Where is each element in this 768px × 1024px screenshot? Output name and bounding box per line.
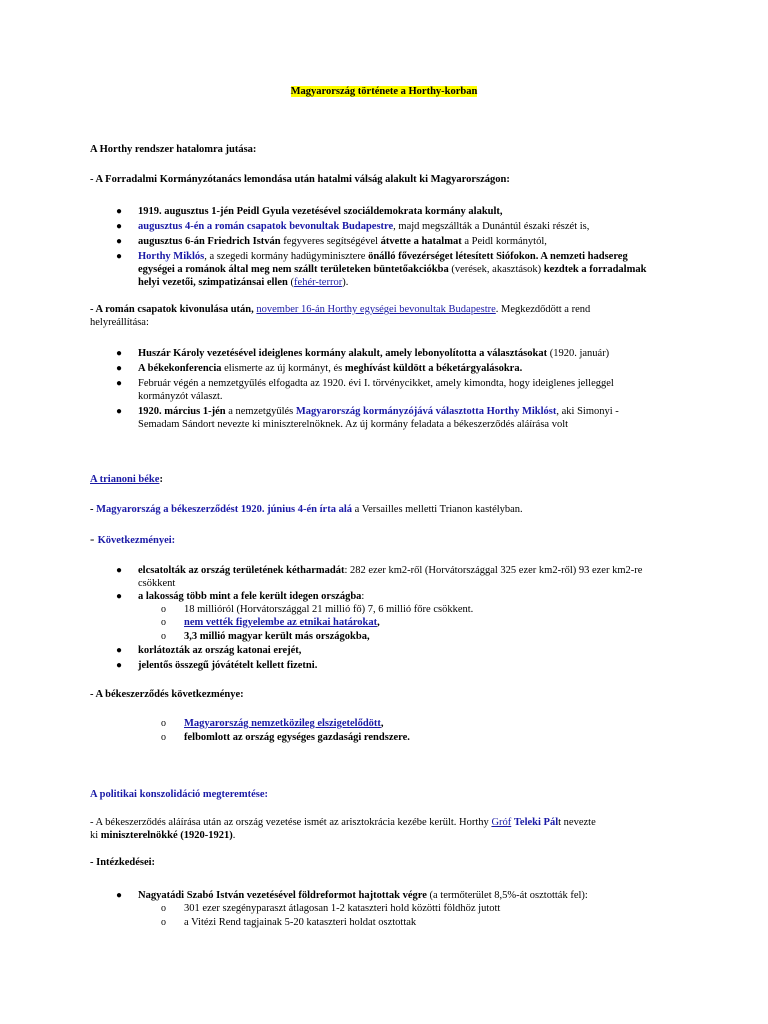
list-item: augusztus 4-én a román csapatok bevonultak Budapestre, majd megszállták a Dunántúl északi részét is, xyxy=(138,221,590,232)
november-16-link[interactable]: november 16-án Horthy egységei bevonultak Budapestre xyxy=(256,304,496,315)
bullet-icon: ● xyxy=(116,890,123,901)
sub-list-item: Magyarország nemzetközileg elszigetelődött, xyxy=(184,718,384,729)
list-item: Nagyatádi Szabó István vezetésével földreformot hajtottak végre (a termőterület 8,5%-át osztották fel): xyxy=(138,890,588,901)
list-item: Horthy Miklós, a szegedi kormány hadügyminisztere önálló fővezérséget létesített Siófokon. A nemzeti hadsereg xyxy=(138,251,628,262)
treaty-consequence-heading: - A békeszerződés következménye: xyxy=(90,689,244,700)
section-heading-trianon: A trianoni béke: xyxy=(90,474,163,485)
governor-election-link[interactable]: Magyarország kormányzójává választotta Horthy Miklóst xyxy=(295,406,557,417)
consolidation-line1: - A békeszerződés aláírása után az ország vezetése ismét az arisztokrácia kezébe került. Horthy Gróf Teleki Pált nevezte xyxy=(90,817,596,828)
circle-bullet-icon: o xyxy=(161,617,166,628)
trianon-signing: - Magyarország a békeszerződést 1920. június 4-én írta alá a Versailles melletti Trianon kastélyban. xyxy=(90,504,523,515)
list-item: jelentős összegű jóvátételt kellett fizetni. xyxy=(138,660,318,671)
list-item-continuation: egységei a románok által meg nem szállt területeken büntetőakciókba (verések, akasztások) kezdtek a forradalmak xyxy=(138,264,647,275)
sub-list-item: 18 millióról (Horvátországgal 21 millió fő) 7, 6 millió főre csökkent. xyxy=(184,604,474,615)
list-item: korlátozták az ország katonai erejét, xyxy=(138,645,302,656)
list-item-continuation: kormányzót választ. xyxy=(138,391,223,402)
list-item: a lakosság több mint a fele került idegen országba: xyxy=(138,591,365,602)
list-item: Huszár Károly vezetésével ideiglenes kormány alakult, amely lebonyolította a választásokat (1920. január) xyxy=(138,348,610,359)
grof-link[interactable]: Gróf xyxy=(491,817,512,828)
list-item: A békekonferencia elismerte az új kormányt, és meghívást küldött a béketárgyalásokra. xyxy=(138,363,523,374)
horthy-miklos-link[interactable]: Horthy Miklós xyxy=(138,251,205,262)
bullet-icon: ● xyxy=(116,645,123,656)
section-heading-consolidation: A politikai konszolidáció megteremtése: xyxy=(90,789,268,800)
list-item: Február végén a nemzetgyűlés elfogadta az 1920. évi I. törvénycikket, amely kimondta, hogy ideiglenes jelleggel xyxy=(138,378,614,389)
circle-bullet-icon: o xyxy=(161,732,166,743)
feher-terror-link[interactable]: fehér-terror xyxy=(294,277,343,288)
section1-intro: - A Forradalmi Kormányzótanács lemondása után hatalmi válság alakult ki Magyarországon: xyxy=(90,174,510,185)
section-heading-horthy-rise: A Horthy rendszer hatalomra jutása: xyxy=(90,144,257,155)
sub-list-item: nem vették figyelembe az etnikai határokat, xyxy=(184,617,380,628)
bullet-icon: ● xyxy=(116,363,123,374)
section2-line1: - A román csapatok kivonulása után, november 16-án Horthy egységei bevonultak Budapestre. Megkezdődött a rend xyxy=(90,304,591,315)
bullet-icon: ● xyxy=(116,565,123,576)
sub-list-item: 3,3 millió magyar került más országokba, xyxy=(184,631,370,642)
circle-bullet-icon: o xyxy=(161,631,166,642)
list-item: augusztus 6-án Friedrich István fegyveres segítségével átvette a hatalmat a Peidl kormánytól, xyxy=(138,236,547,247)
bullet-icon: ● xyxy=(116,406,123,417)
ethnic-borders-link[interactable]: nem vették figyelembe az etnikai határokat xyxy=(184,617,378,628)
list-item: 1920. március 1-jén a nemzetgyűlés Magyarország kormányzójává választotta Horthy Miklóst, aki Simonyi - xyxy=(138,406,619,417)
romanian-troops-link[interactable]: augusztus 4-én a román csapatok bevonultak Budapestre xyxy=(138,221,394,232)
circle-bullet-icon: o xyxy=(161,718,166,729)
list-item: 1919. augusztus 1-jén Peidl Gyula vezetésével szociáldemokrata kormány alakult, xyxy=(138,206,503,217)
bullet-icon: ● xyxy=(116,236,123,247)
trianon-link[interactable]: A trianoni béke xyxy=(90,474,160,485)
bullet-icon: ● xyxy=(116,221,123,232)
circle-bullet-icon: o xyxy=(161,903,166,914)
bullet-icon: ● xyxy=(116,660,123,671)
sub-list-item: a Vitézi Rend tagjainak 5-20 kataszteri holdat osztottak xyxy=(184,917,417,928)
bullet-icon: ● xyxy=(116,378,123,389)
isolation-link[interactable]: Magyarország nemzetközileg elszigetelődött xyxy=(184,718,381,729)
sub-list-item: 301 ezer szegényparaszt átlagosan 1-2 kataszteri hold közötti földhöz jutott xyxy=(184,903,501,914)
circle-bullet-icon: o xyxy=(161,604,166,615)
list-item: elcsatolták az ország területének kétharmadát: 282 ezer km2-ről (Horvátországgal 325 ezer km2-ről) 93 ezer km2-re xyxy=(138,565,643,576)
teleki-pal-link[interactable]: Teleki Pál xyxy=(513,817,559,828)
circle-bullet-icon: o xyxy=(161,917,166,928)
list-item-continuation: helyi vezetői, szimpatizánsai ellen (fehér-terror). xyxy=(138,277,349,288)
section2-line2: helyreállítása: xyxy=(90,317,149,328)
list-item-continuation: csökkent xyxy=(138,578,176,589)
bullet-icon: ● xyxy=(116,251,123,262)
sub-list-item: felbomlott az ország egységes gazdasági rendszere. xyxy=(184,732,410,743)
document-title xyxy=(0,85,768,98)
consolidation-line2: ki miniszterelnökké (1920-1921). xyxy=(90,830,236,841)
measures-heading: - Intézkedései: xyxy=(90,857,156,868)
bullet-icon: ● xyxy=(116,348,123,359)
consequences-heading: - Következményei: xyxy=(90,531,176,546)
title-text: Magyarország története a Horthy-korban xyxy=(290,86,478,97)
list-item-continuation: Semadam Sándort nevezte ki miniszterelnöknek. Az új kormány feladata a békeszerződés aláírása volt xyxy=(138,419,569,430)
bullet-icon: ● xyxy=(116,591,123,602)
bullet-icon: ● xyxy=(116,206,123,217)
